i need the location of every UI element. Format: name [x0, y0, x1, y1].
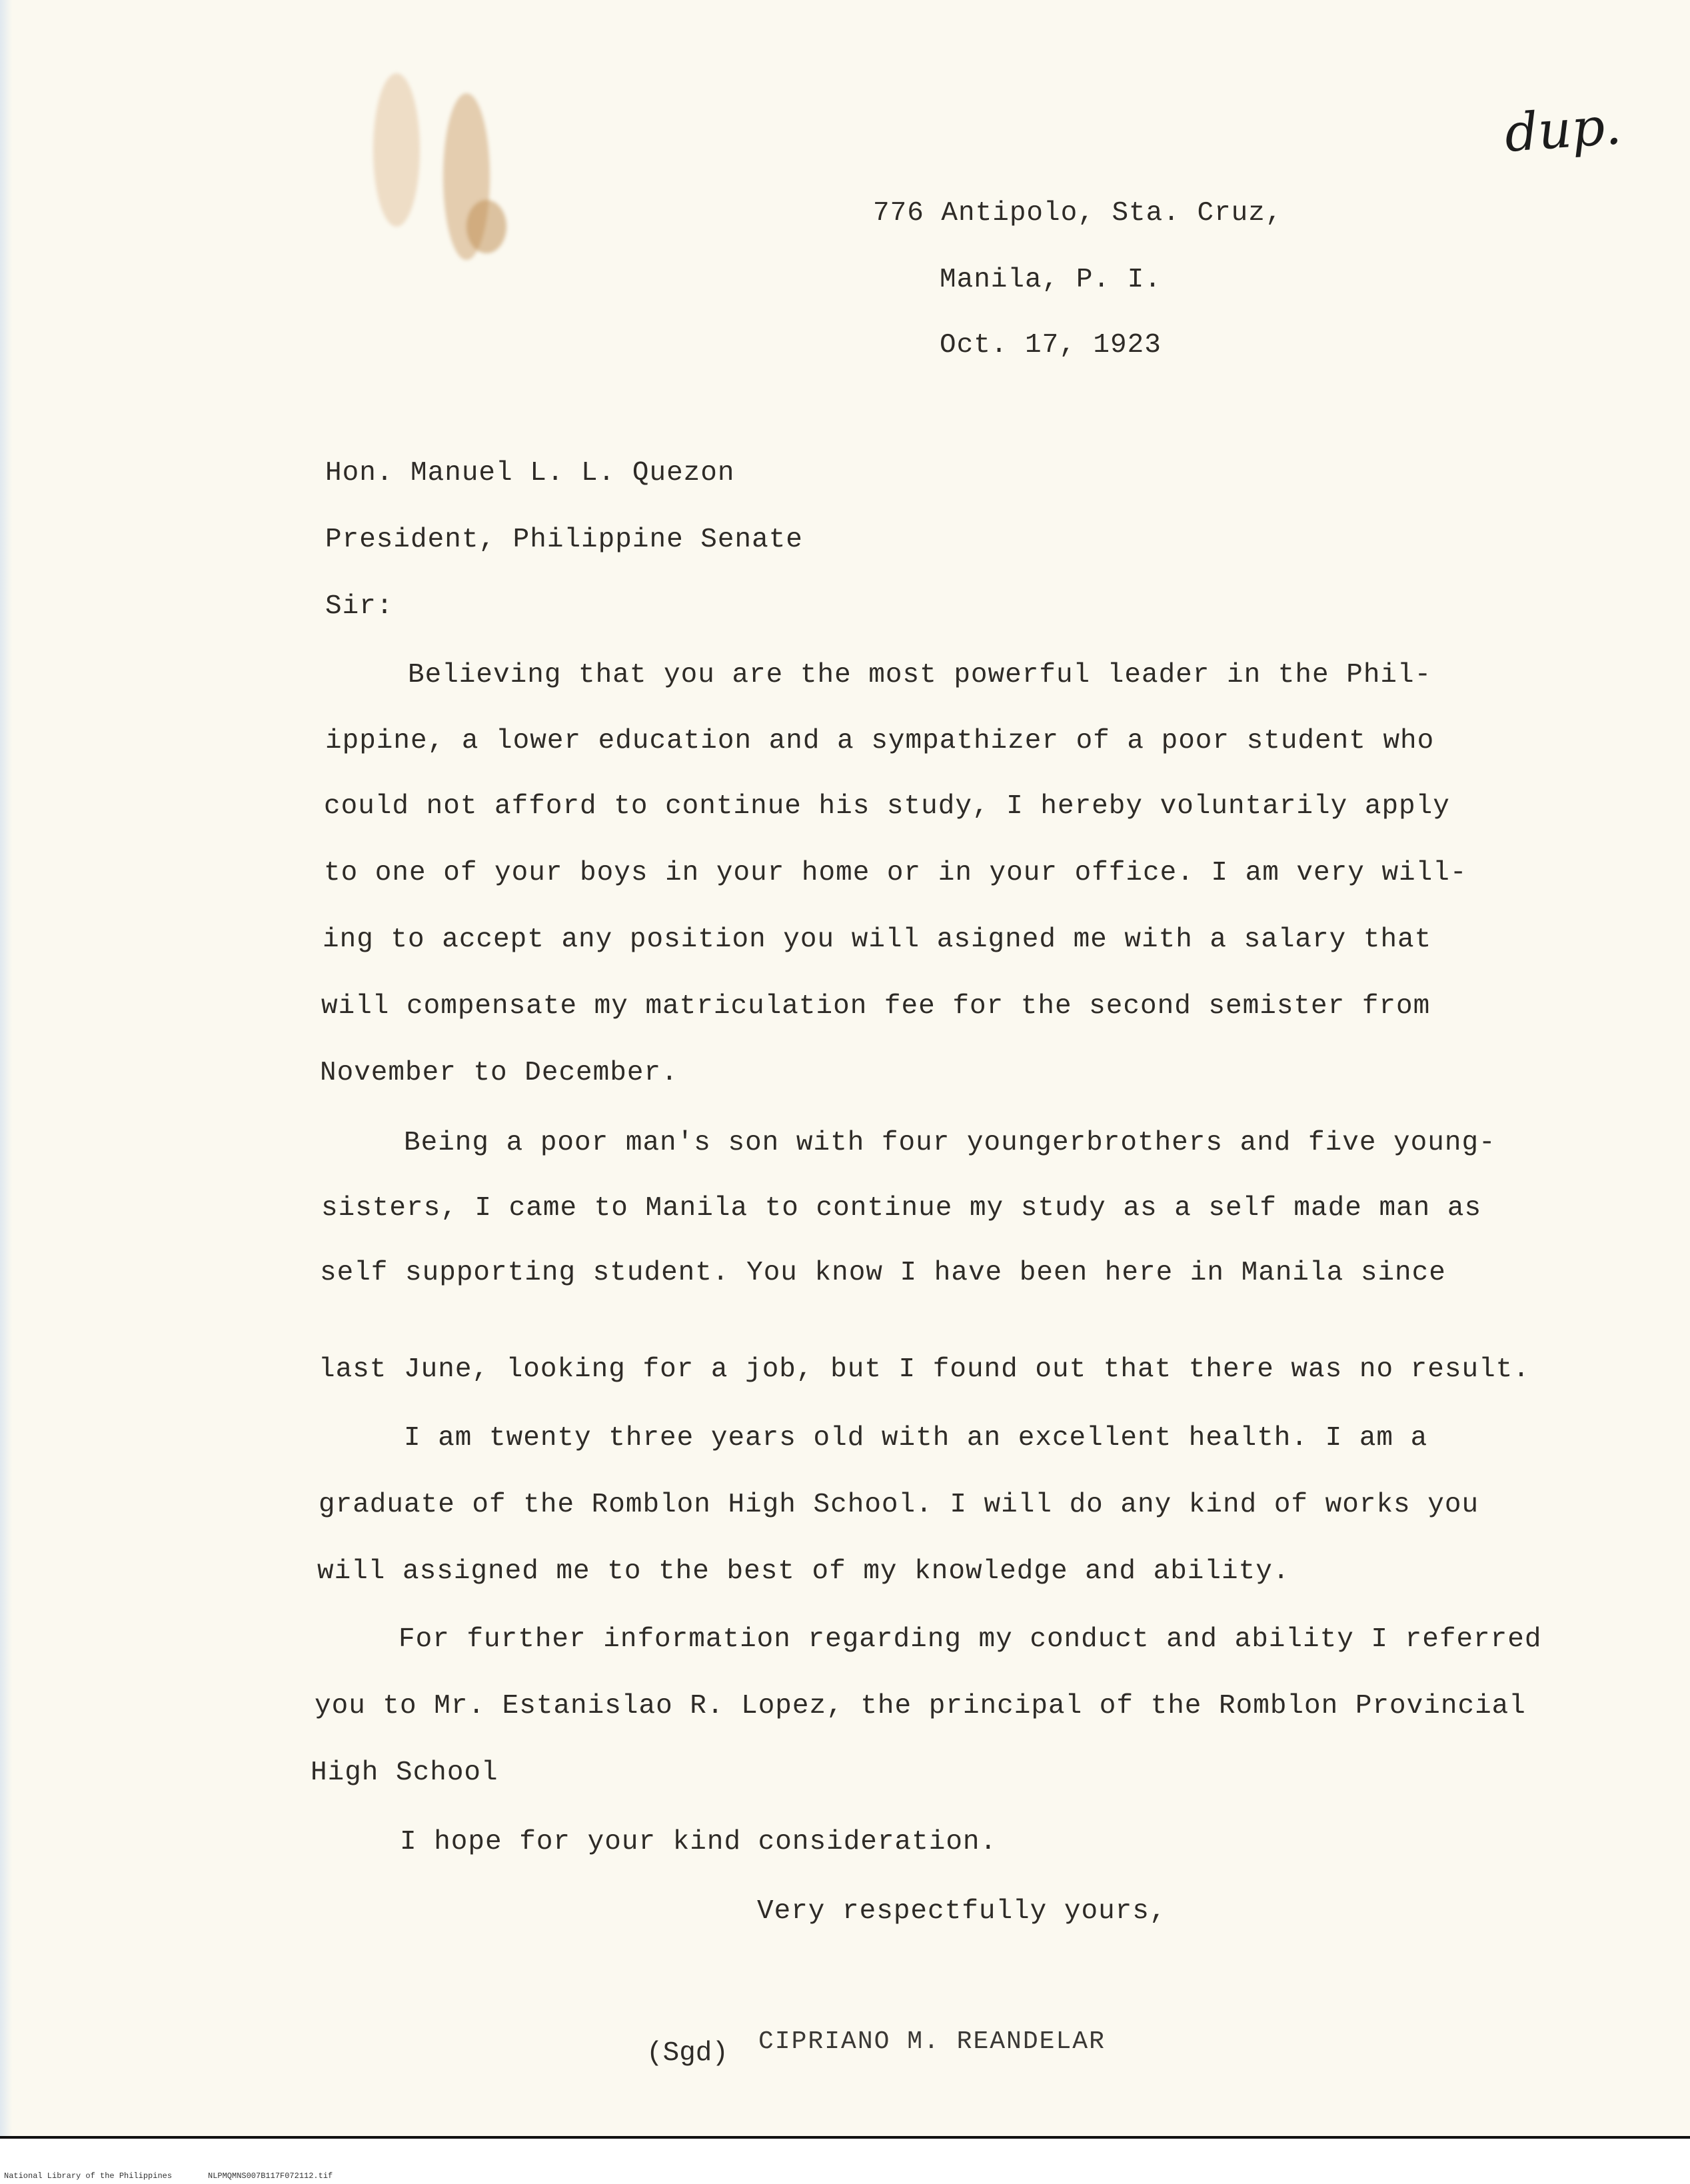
footer-file-id: NLPMQMNS007B117F072112.tif — [208, 2171, 333, 2181]
body-line: you to Mr. Estanislao R. Lopez, the principal of the Romblon Provincial — [315, 1691, 1526, 1721]
body-line: Believing that you are the most powerful leader in the Phil- — [408, 660, 1432, 690]
body-line: last June, looking for a job, but I found out that there was no result. — [319, 1354, 1530, 1385]
signer-name: CIPRIANO M. REANDELAR — [758, 2027, 1106, 2056]
rust-stain — [373, 73, 420, 227]
body-line: will compensate my matriculation fee for the second semister from — [321, 991, 1431, 1022]
address-street: 776 Antipolo, Sta. Cruz, — [873, 198, 1283, 229]
body-line: sisters, I came to Manila to continue my study as a self made man as — [321, 1193, 1482, 1224]
body-line: I am twenty three years old with an excellent health. I am a — [404, 1423, 1428, 1454]
salutation: Sir: — [325, 591, 394, 622]
body-line: to one of your boys in your home or in your office. I am very will- — [324, 858, 1467, 888]
scan-edge — [0, 0, 12, 2184]
complimentary-close: Very respectfully yours, — [757, 1896, 1167, 1927]
body-line: could not afford to continue his study, I hereby voluntarily apply — [324, 791, 1450, 822]
body-line: I hope for your kind consideration. — [400, 1827, 998, 1857]
letter-date: Oct. 17, 1923 — [940, 330, 1162, 361]
address-city: Manila, P. I. — [940, 265, 1162, 295]
body-line: will assigned me to the best of my knowledge and ability. — [317, 1556, 1290, 1587]
body-line: ippine, a lower education and a sympathizer of a poor student who — [325, 726, 1435, 756]
body-line: High School — [311, 1757, 498, 1788]
body-line: graduate of the Romblon High School. I will do any kind of works you — [319, 1490, 1479, 1520]
sgd-mark: (Sgd) — [646, 2038, 729, 2069]
recipient-name: Hon. Manuel L. L. Quezon — [325, 458, 735, 489]
body-line: Being a poor man's son with four youngerbrothers and five young- — [404, 1128, 1496, 1158]
body-line: ing to accept any position you will asigned me with a salary that — [323, 924, 1432, 955]
footer-library: National Library of the Philippines — [4, 2171, 173, 2181]
body-line: For further information regarding my conduct and ability I referred — [399, 1624, 1542, 1655]
body-line: November to December. — [320, 1058, 678, 1088]
handwritten-annotation: dup. — [1503, 96, 1623, 164]
recipient-title: President, Philippine Senate — [325, 525, 803, 555]
body-line: self supporting student. You know I have been here in Manila since — [320, 1258, 1446, 1288]
rust-stain — [466, 200, 506, 253]
